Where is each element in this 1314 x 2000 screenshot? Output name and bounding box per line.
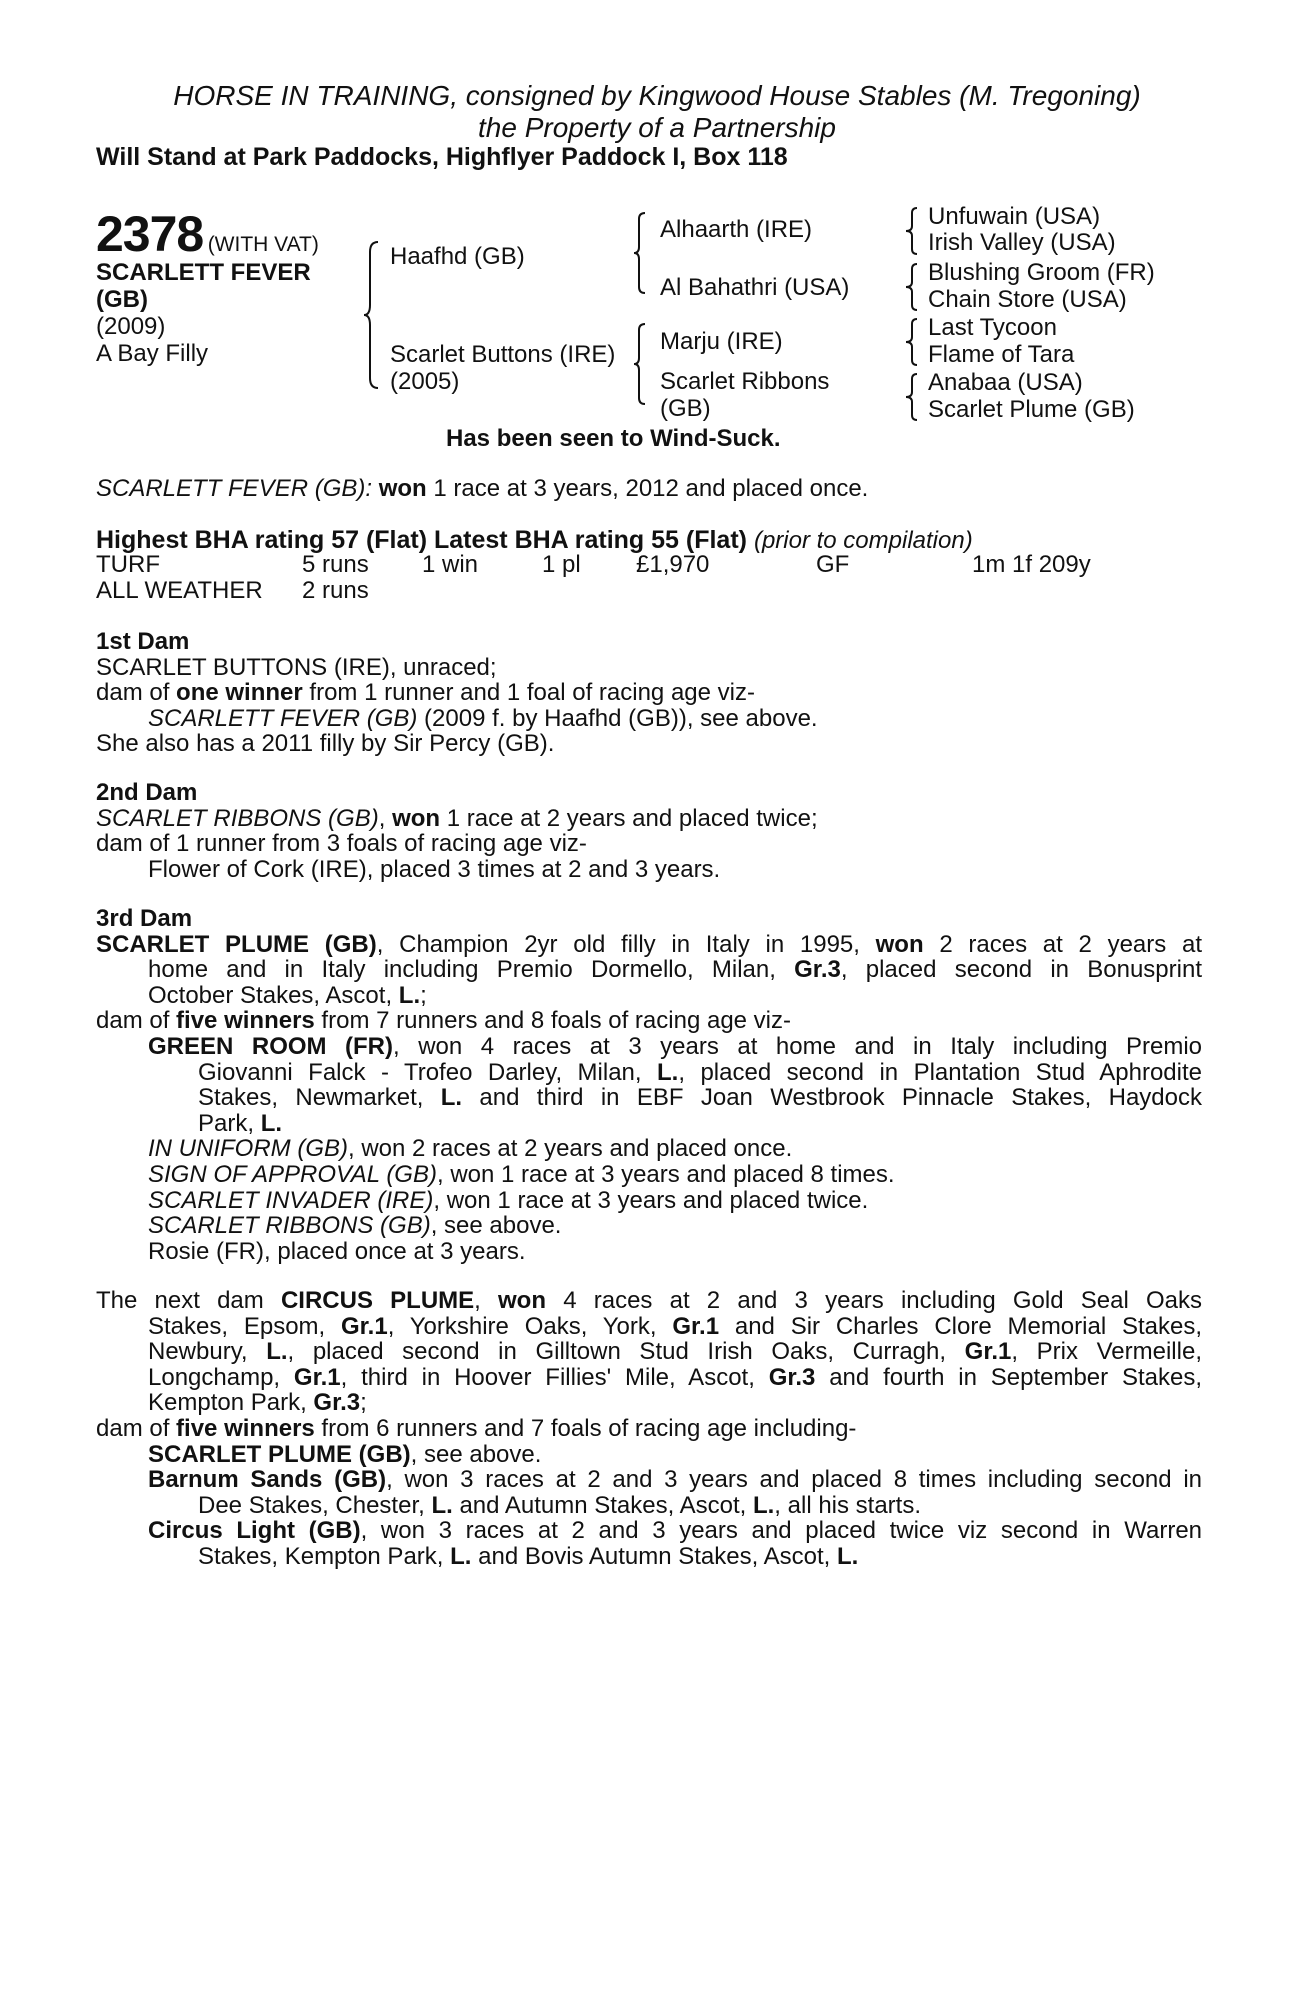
- pedigree-brace-g2: [904, 262, 920, 312]
- first-dam-title: 1st Dam: [96, 628, 190, 655]
- first-dam-section: 1st Dam SCARLET BUTTONS (IRE), unraced; dam of one winner from 1 runner and 1 foal of racing age viz- SCARLETT FEVER (GB) (2009 f. by Haafhd (GB)), see above. She also has a 2011 filly by Sir Percy (GB).: [96, 629, 1202, 757]
- third-dam-title: 3rd Dam: [96, 905, 193, 932]
- second-dam-title: 2nd Dam: [96, 779, 198, 806]
- aw-runs: 2 runs: [302, 577, 369, 604]
- pedigree-g7: Anabaa (USA): [928, 369, 1083, 396]
- turf-label: TURF: [96, 551, 160, 578]
- pedigree-g1: Unfuwain (USA): [928, 203, 1101, 230]
- header-title: HORSE IN TRAINING, consigned by Kingwood House Stables (M. Tregoning): [173, 80, 1141, 111]
- summary-horse-name: SCARLETT FEVER (GB): [96, 475, 366, 502]
- pedigree-dam-dam-country: (GB): [660, 395, 711, 422]
- aw-record-row: [96, 578, 1196, 604]
- pedigree-g6: Flame of Tara: [928, 341, 1075, 368]
- turf-placed: 1 pl: [542, 551, 581, 578]
- turf-prize-money: £1,970: [636, 551, 710, 578]
- turf-record-row: [96, 552, 1196, 578]
- third-dam-section: 3rd Dam SCARLET PLUME (GB), Champion 2yr old filly in Italy in 1995, won 2 races at 2 years at home and in Italy including Premio Dormello, Milan, Gr.3, placed second in Bonusprint October Stakes, Ascot, L.; dam of five winners from 7 runners and 8 foals of racing age viz- GREEN ROOM (FR), won 4 races at 3 years at home and in Italy including Premio Giovanni Falck - Trofeo Darley, Milan, L., placed second in Plantation Stud Aphrodite Stakes, Newmarket, L. and third in EBF Joan Westbrook Pinnacle Stakes, Haydock Park, L. IN UNIFORM (GB), won 2 races at 2 years and placed once. SIGN OF APPROVAL (GB), won 1 race at 3 years and placed 8 times. SCARLET INVADER (IRE), won 1 race at 3 years and placed twice. SCARLET RIBBONS (GB), see above. Rosie (FR), placed once at 3 years.: [96, 905, 1203, 1265]
- horse-name-country: (GB): [96, 286, 148, 313]
- pedigree-brace-g4: [904, 372, 920, 422]
- pedigree-brace-sire: [632, 211, 648, 295]
- horse-description: A Bay Filly: [96, 340, 209, 367]
- pedigree-sire-dam: Al Bahathri (USA): [660, 274, 850, 301]
- lot-number: 2378: [96, 206, 204, 262]
- wind-suck-note: Has been seen to Wind-Suck.: [446, 425, 781, 452]
- pedigree-brace-g1: [904, 206, 920, 256]
- pedigree-dam-dam: Scarlet Ribbons: [660, 368, 830, 395]
- pedigree-sire: Haafhd (GB): [390, 243, 525, 270]
- pedigree-g5: Last Tycoon: [928, 314, 1057, 341]
- bha-rating-heading: Highest BHA rating 57 (Flat) Latest BHA rating 55 (Flat): [96, 526, 747, 554]
- pedigree-g4: Chain Store (USA): [928, 286, 1127, 313]
- turf-going: GF: [816, 551, 850, 578]
- next-dam-section: The next dam CIRCUS PLUME, won 4 races at 2 and 3 years including Gold Seal Oaks Stakes, Epsom, Gr.1, Yorkshire Oaks, York, Gr.1 and Sir Charles Clore Memorial Stakes, Newbury, L., placed second in Gilltown Stud Irish Oaks, Curragh, Gr.1, Prix Vermeille, Longchamp, Gr.1, third in Hoover Fillies' Mile, Ascot, Gr.3 and fourth in September Stakes, Kempton Park, Gr.3; dam of five winners from 6 runners and 7 foals of racing age including- SCARLET PLUME (GB), see above. Barnum Sands (GB), won 3 races at 2 and 3 years and placed 8 times including second in Dee Stakes, Chester, L. and Autumn Stakes, Ascot, L., all his starts. Circus Light (GB), won 3 races at 2 and 3 years and placed twice viz second in Warren Stakes, Kempton Park, L. and Bovis Autumn Stakes, Ascot, L.: [96, 1287, 1203, 1570]
- pedigree-dam: Scarlet Buttons (IRE): [390, 341, 616, 368]
- bha-rating-note: (prior to compilation): [753, 527, 973, 554]
- summary-won: won: [378, 475, 427, 502]
- pedigree-dam-year: (2005): [390, 368, 460, 395]
- turf-distance: 1m 1f 209y: [972, 551, 1091, 578]
- turf-runs: 5 runs: [302, 551, 369, 578]
- header-owner: the Property of a Partnership: [478, 112, 836, 143]
- pedigree-dam-sire: Marju (IRE): [660, 328, 783, 355]
- pedigree-brace-g3: [904, 317, 920, 367]
- header-location: Will Stand at Park Paddocks, Highflyer Paddock I, Box 118: [96, 143, 788, 171]
- pedigree-sire-sire: Alhaarth (IRE): [660, 216, 813, 243]
- pedigree-brace-main: [362, 240, 382, 390]
- pedigree-g8: Scarlet Plume (GB): [928, 396, 1135, 423]
- lot-number-row: [96, 205, 319, 263]
- pedigree-g3: Blushing Groom (FR): [928, 259, 1155, 286]
- horse-year: (2009): [96, 313, 166, 340]
- race-summary: SCARLETT FEVER (GB): won 1 race at 3 years, 2012 and placed once.: [96, 475, 869, 502]
- pedigree-g2: Irish Valley (USA): [928, 229, 1116, 256]
- second-dam-section: 2nd Dam SCARLET RIBBONS (GB), won 1 race at 2 years and placed twice; dam of 1 runner from 3 foals of racing age viz- Flower of Cork (IRE), placed 3 times at 2 and 3 years.: [96, 780, 1202, 882]
- vat-note: (WITH VAT): [207, 233, 319, 256]
- aw-label: ALL WEATHER: [96, 577, 263, 604]
- horse-name: SCARLETT FEVER: [96, 259, 311, 286]
- turf-wins: 1 win: [422, 551, 479, 578]
- pedigree-brace-dam: [632, 322, 648, 406]
